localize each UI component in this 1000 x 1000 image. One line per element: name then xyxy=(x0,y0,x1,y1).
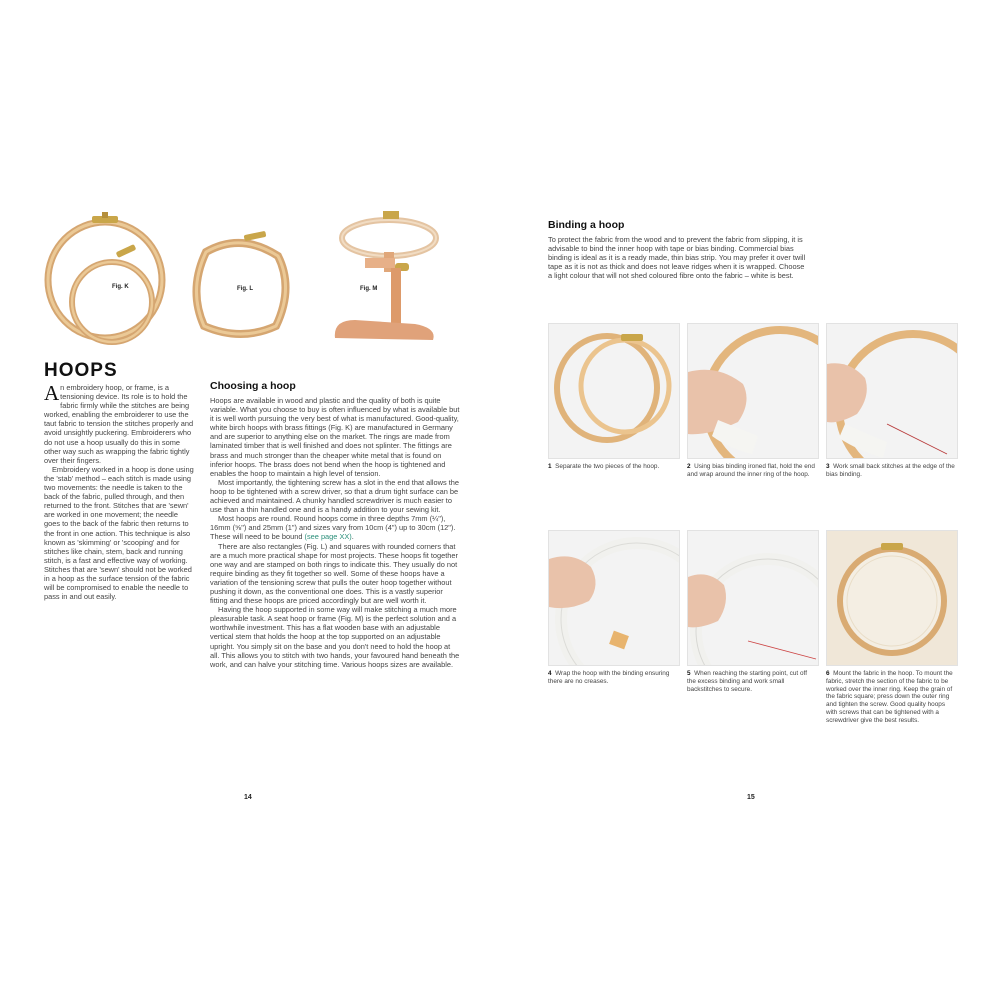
step-3-photo xyxy=(826,323,958,459)
choosing-column xyxy=(210,396,460,669)
page-title: HOOPS xyxy=(44,360,118,381)
step-6-caption: 6 Mount the fabric in the hoop. To mount the fabric, stretch the section of the fabric to be worked over the inner ring. Keep the grain of the fabric square; press down the outer ring and tighten the screw. Good quality hoops with screws that can be tightened with a screwdriver give the best results. xyxy=(826,670,953,724)
see-page-link[interactable]: (see page XX) xyxy=(304,532,352,542)
step-4-caption: 4 Wrap the hoop with the binding ensuring there are no creases. xyxy=(548,670,670,685)
choosing-paragraph-5: Having the hoop supported in some way will make stitching a much more pleasurable task. A seat hoop or frame (Fig. M) is the perfect solution and a worthwhile investment. This has a flat wooden base with an adjustable vertical stem that holds the hoop at the top supported on an adjustable upright. You simply sit on the base and you don't need to hold the hoop at all. This allows you to stitch with two hands, your favoured hand beneath the work, and can halve your stitching time. Various hoops sizes are available. xyxy=(210,605,460,669)
fig-l-label: Fig. L xyxy=(237,286,253,292)
step-3-caption: 3 Work small back stitches at the edge of the bias binding. xyxy=(826,463,955,478)
drop-cap: A xyxy=(44,381,60,405)
binding-heading: Binding a hoop xyxy=(548,219,625,231)
step-6-photo xyxy=(826,530,958,666)
binding-intro: To protect the fabric from the wood and to prevent the fabric from slipping, it is advisable to bind the inner hoop with tape or bias binding. Commercial bias binding is ideal as it is a ready made, thin bias strip. You may prefer it over twill tape as it is not as thick and does not leave ridges when it is wrapped. Choose a light colour that will not shed coloured fibre onto the fabric – white is best. xyxy=(548,235,806,281)
fig-k-label: Fig. K xyxy=(112,284,129,290)
step-1-caption: 1 Separate the two pieces of the hoop. xyxy=(548,463,660,470)
step-2-photo xyxy=(687,323,819,459)
choosing-paragraph-1: Hoops are available in wood and plastic and the quality of both is quite variable. What you choose to buy is often influenced by what is available but it is well worth pursuing the very best of what is manufactured. Good-quality, white birch hoops with brass fittings (Fig. K) are manufactured in Germany and are superior to anything else on the market. The rings are made from laminated timber that is well finished and does not splinter. The fittings are brass and much stronger than the cheaper white metal that is found on inferior hoops. The brass does not bend when the hoop is tightened and enables the hoop to maintain a high level of tension. xyxy=(210,396,460,478)
fig-m-photo xyxy=(325,208,445,348)
step-5-caption: 5 When reaching the starting point, cut off the excess binding and work small backstitches to secure. xyxy=(687,670,807,693)
choosing-heading: Choosing a hoop xyxy=(210,380,296,392)
intro-paragraph-1: An embroidery hoop, or frame, is a tensioning device. Its role is to hold the fabric firmly while the stitches are being worked, enabling the embroiderer to use the taut fabric to tension the stitches properly and avoid unsightly puckering. Embroiderers who do not use a hoop usually do this in some other way such as wrapping the fabric tightly over their fingers. xyxy=(44,381,194,465)
fig-k-photo xyxy=(40,210,175,345)
step-5-photo xyxy=(687,530,819,666)
page-number-left: 14 xyxy=(244,794,252,801)
fig-m-label: Fig. M xyxy=(360,286,378,292)
intro-paragraph-2: Embroidery worked in a hoop is done using the 'stab' method – each stitch is made using two movements: the needle is taken to the back of the fabric, pulled through, and then returned to the front. Stitches that are 'sewn' are worked in one movement; the needle goes to the back of the fabric then returns to the front in one action. This technique is also known as 'skimming' or 'scooping' and for stitches like chain, stem, back and running stitch, is a fast and effective way of working. Stitches that are 'sewn' should not be worked in a hoop as the surface tension of the fabric will be compromised to enable the needle to pass in and out easily. xyxy=(44,464,194,602)
step-4-photo xyxy=(548,530,680,666)
choosing-paragraph-3: Most hoops are round. Round hoops come in three depths 7mm (¼"), 16mm (⅝") and 25mm (1") and sizes vary from 10cm (4") up to 30cm (12"). These will need to be bound (see page XX). xyxy=(210,514,456,542)
choosing-paragraph-2: Most importantly, the tightening screw has a slot in the end that allows the hoop to be tightened with a screw driver, so that a drum tight surface can be achieved and maintained. A chunky handled screwdriver is much easier to use than a thin handled one and is a handy addition to your sewing kit. xyxy=(210,477,460,515)
step-2-caption: 2 Using bias binding ironed flat, hold the end and wrap around the inner ring of the hoop. xyxy=(687,463,815,478)
step-1-photo xyxy=(548,323,680,459)
choosing-paragraph-4: There are also rectangles (Fig. L) and squares with rounded corners that are a much more practical shape for most projects. These hoops fit together one way and are stamped on both rings to indicate this. They usually do not require binding as they fit together so well. Some of these hoops have a variation of the tensioning screw that pulls the outer hoop together without pushing it down, as the conventional one does. This is a vastly superior fitting and these hoops are priced accordingly but are well worth it. xyxy=(210,541,458,606)
intro-column xyxy=(44,383,194,601)
page-number-right: 15 xyxy=(747,794,755,801)
